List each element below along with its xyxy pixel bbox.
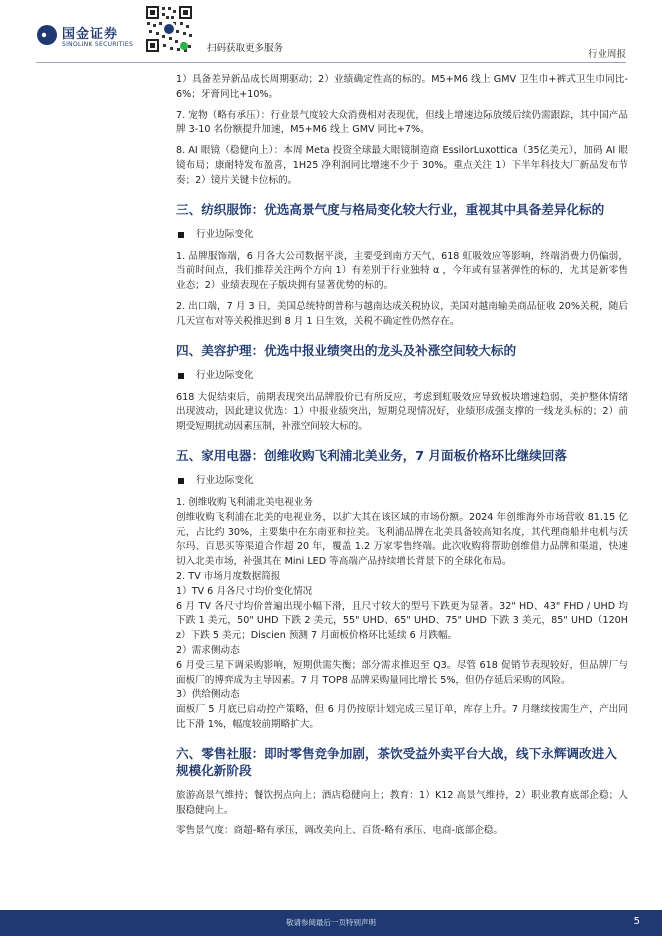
section-paragraph: 1）TV 6 月各尺寸均价变化情况 bbox=[176, 585, 313, 597]
page-number: 5 bbox=[633, 916, 640, 927]
scan-for-services-text: 扫码获取更多服务 bbox=[207, 43, 284, 54]
section-paragraph: 创维收购飞利浦在北美的电视业务，以扩大其在该区域的市场份额。2024 年创维海外市场营收 81.15 亿元，占比约 30%，主要集中在东南亚和拉美。飞利浦品牌在北美具备较高知名度，其代理商船井电机与沃尔玛、百思买等渠道合作超 20 年，覆盖 1.2 万家零售终端。此次收购将帮助创维借力品牌和渠道，快速切入北美市场，补强其在 Mini LED 等高端产品持续增长背景下的全球化布局。 bbox=[176, 511, 628, 568]
section-paragraph: 6 月受三星下调采购影响，短期供需失衡；部分需求推迟至 Q3。尽管 618 促销节表现较好，但品牌厂与面板厂的博弈成为主导因素。7 月 TOP8 品牌采购量同比增长 5%，但仍存延后采购的风险。 bbox=[176, 659, 628, 686]
bullet-heading-label: 行业边际变化 bbox=[196, 228, 254, 240]
square-bullet-icon bbox=[178, 232, 184, 238]
bullet-heading bbox=[176, 228, 628, 242]
main-content bbox=[176, 73, 628, 845]
section-paragraph: 零售景气度：商超-略有承压，调改美向上、百货-略有承压、电商-底部企稳。 bbox=[176, 825, 503, 837]
section-paragraph: 旅游高景气维持；餐饮拐点向上；酒店稳健向上；教育：1）K12 高景气维持，2）职业教育底部企稳；人服稳健向上。 bbox=[176, 789, 628, 816]
intro-paragraph: 8. AI 眼镜（稳健向上）：本周 Meta 投资全球最大眼镜制造商 EssilorLuxottica（35亿美元），加码 AI 眼镜布局；康耐特发布盈喜，1H25 净利润同比增速不少于 30%。重点关注 1）下半年科技大厂新品发布节奏；2）镜片关键卡位标的。 bbox=[176, 145, 628, 186]
sinolink-logo-icon bbox=[36, 24, 58, 46]
section-title-appliances: 五、家用电器：创维收购飞利浦北美业务，7 月面板价格环比继续回落 bbox=[176, 447, 567, 463]
section-paragraph: 6 月 TV 各尺寸均价普遍出现小幅下滑，且尺寸较大的型号下跌更为显著。32" HD、43" FHD / UHD 均下跌 1 美元，50" UHD 下跌 2 美元，55" UHD、65" UHD、75" UHD 下跌 3 美元，85" UHD（120Hz）下跌 5 美元；Discien 预测 7 月面板价格环比延续 6 月跌幅。 bbox=[176, 600, 628, 642]
bullet-heading bbox=[176, 474, 628, 488]
section-paragraph: 2）需求侧动态 bbox=[176, 644, 240, 656]
bullet-heading-label: 行业边际变化 bbox=[196, 474, 254, 486]
section-title-textile: 三、纺织服饰：优选高景气度与格局变化较大行业，重视其中具备差异化标的 bbox=[176, 201, 605, 217]
section-paragraph: 618 大促结束后，前期表现突出品牌股价已有所反应，考虑到虹吸效应导致板块增速趋弱，美护整体情绪出现波动，因此建议优选：1）中报业绩突出，短期兑现情况好，业绩形成强支撑的一线龙头标的；2）前期受短期扰动因素压制，补涨空间较大标的。 bbox=[176, 391, 628, 433]
company-name-en: SINOLINK SECURITIES bbox=[62, 41, 134, 48]
section-paragraph: 1. 品牌服饰端，6 月各大公司数据平淡，主要受到南方天气、618 虹吸效应等影响，终端消费力仍偏弱，当前时间点，我们推荐关注两个方向 1）有差别于行业独特 α ，今年或有显著弹性的标的，尤其是新零售业态；2）业绩表现在子版块拥有显著优势的标的。 bbox=[176, 250, 628, 292]
bullet-heading-label: 行业边际变化 bbox=[196, 369, 254, 381]
section-title-retail: 六、零售社服：即时零售竞争加剧，茶饮受益外卖平台大战，线下永辉调改进入规模化新阶段 bbox=[176, 745, 617, 778]
disclaimer-note: 敬请参阅最后一页特别声明 bbox=[286, 918, 376, 927]
page-footer bbox=[0, 910, 662, 936]
section-paragraph: 2. 出口端，7 月 3 日，美国总统特朗普称与越南达成关税协议，美国对越南输美商品征收 20%关税，随后几天宣布对等关税推迟到 8 月 1 日生效，关税不确定性仍然存在。 bbox=[176, 300, 628, 327]
intro-paragraph: 7. 宠物（略有承压）：行业景气度较大众消费相对表现优，但线上增速边际放缓后续仍需跟踪，其中国产品牌 3-10 名份额提升加速，M5+M6 线上 GMV 同比+7%。 bbox=[176, 109, 628, 136]
page-header bbox=[0, 0, 662, 66]
section-paragraph: 2. TV 市场月度数据简报 bbox=[176, 570, 281, 582]
square-bullet-icon bbox=[178, 373, 184, 379]
square-bullet-icon bbox=[178, 478, 184, 484]
section-paragraph: 3）供给侧动态 bbox=[176, 689, 240, 701]
section-paragraph: 1. 创维收购飞利浦北美电视业务 bbox=[176, 496, 313, 508]
intro-paragraph: 1）具备差异新品成长周期驱动；2）业绩确定性高的标的。M5+M6 线上 GMV 卫生巾+裤式卫生巾同比-6%；牙膏同比+10%。 bbox=[176, 74, 628, 100]
bullet-heading bbox=[176, 369, 628, 383]
company-name-cn: 国金证券 bbox=[62, 27, 119, 42]
report-type-label: 行业周报 bbox=[587, 49, 626, 60]
header-divider bbox=[36, 62, 626, 63]
qr-code-icon[interactable] bbox=[144, 4, 194, 54]
section-title-beauty: 四、美容护理：优选中报业绩突出的龙头及补涨空间较大标的 bbox=[176, 342, 517, 358]
section-paragraph: 面板厂 5 月底已启动控产策略，但 6 月仍按原计划完成三星订单，库存上升。7 月继续按需生产，产出同比下滑 1%，幅度较前期略扩大。 bbox=[176, 704, 628, 730]
